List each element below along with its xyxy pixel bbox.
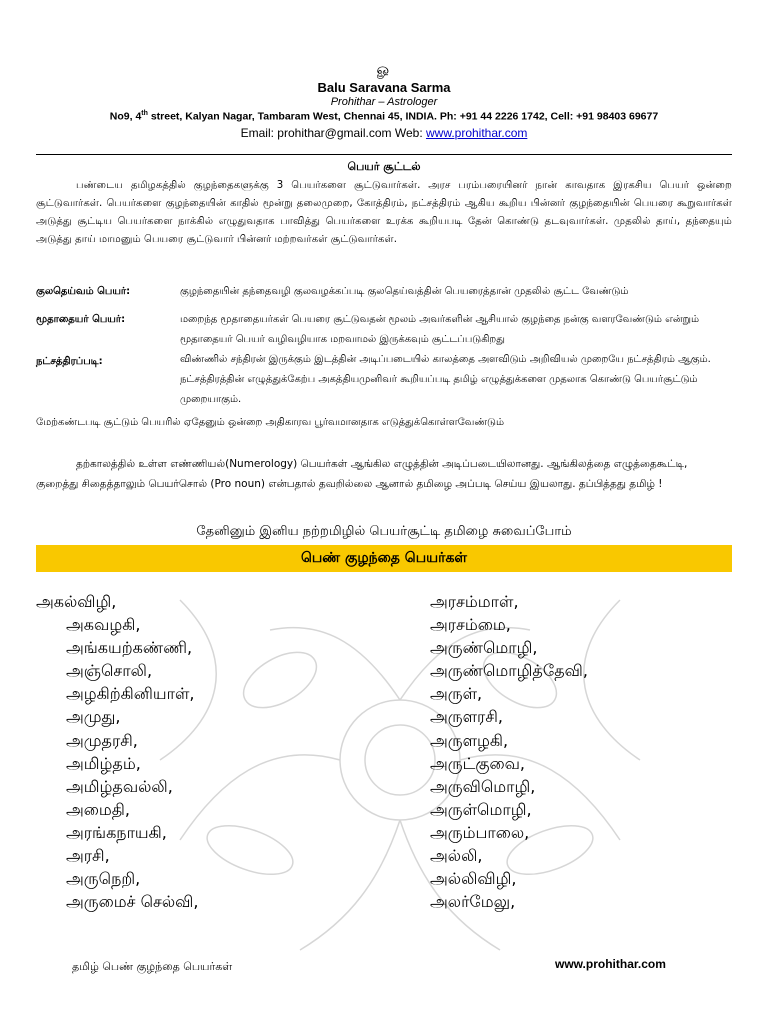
section-title: பெயர் சூட்டல் xyxy=(347,160,421,173)
name-item: அகவழகி, xyxy=(66,615,141,635)
footer-website: www.prohithar.com xyxy=(555,957,666,971)
definition-label-ancestors: மூதாதையர் பெயர்: xyxy=(36,314,126,325)
name-item: அருவிமொழி, xyxy=(430,776,536,796)
girl-names-banner: பெண் குழந்தை பெயர்கள் xyxy=(36,545,732,572)
address-line xyxy=(0,110,768,123)
name-item: அகல்விழி, xyxy=(36,592,117,611)
definition-label-kuladeivam: குலதெய்வம் பெயர்: xyxy=(36,286,131,297)
name-item: அருண்மொழி, xyxy=(430,638,538,658)
address-rest: street, Kalyan Nagar, Tambaram West, Chennai 45, INDIA. Ph: +91 44 2226 1742, Cell: +91 98403 69677 xyxy=(147,110,659,123)
name-item: அருண்மொழித்தேவி, xyxy=(430,661,588,681)
website-link[interactable]: www.prohithar.com xyxy=(425,126,528,140)
author-name: Balu Saravana Sarma xyxy=(317,80,451,95)
author-role: Prohithar – Astrologer xyxy=(330,96,438,108)
name-item: அல்லி, xyxy=(430,846,483,866)
address-prefix: No9, 4 xyxy=(109,110,142,123)
definition-text-kuladeivam: குழந்தையின் தந்தைவழி குலவழக்கப்படி குலதெய்வத்தின் பெயரைத்தான் முதலில் சூட்ட வேண்டும் xyxy=(180,286,629,297)
name-item: அலர்மேலு, xyxy=(430,892,516,912)
name-item: அரசம்மை, xyxy=(430,615,511,635)
name-item: அரசம்மாள், xyxy=(430,592,519,611)
om-symbol: ௐ xyxy=(376,60,392,78)
definition-text-star: விண்ணில் சந்திரன் இருக்கும் இடத்தின் அடிப்படையில் காலத்தை அளவிடும் அறிவியல் முறையே நட்சத்திரம் ஆகும். நட்சத்திரத்தின் எழுத்துக்கேற்ப அகத்தியமுனிவர் கூறியப்படி தமிழ் எழுத்துக்களை முதலாக கொண்டு பெயர்சூட்டும் முறையாகும். xyxy=(180,354,711,405)
note-text: மேற்கண்டபடி சூட்டும் பெயரில் ஏதேனும் ஒன்றை அதிகாரவ பூர்வமானதாக எடுத்துக்கொள்ளவேண்டும் xyxy=(36,417,505,428)
name-item: அங்கயற்கண்ணி, xyxy=(66,638,193,658)
name-item: அமிழ்தவல்லி, xyxy=(66,776,173,796)
name-item: அழகிற்கினியாள், xyxy=(66,684,195,704)
numerology-paragraph: தற்காலத்தில் உள்ள எண்ணியல்(Numerology) பெயர்கள் ஆங்கில எழுத்தின் அடிப்படையிலானது. ஆங்கிலத்தை எழுத்தைகூட்டி, குறைத்து சிதைத்தாலும் பெயர்சொல் (Pro noun) என்பதால் தவறில்லை ஆனால் தமிழை அப்படி செய்ய இயலாது. தப்பித்தது தமிழ் ! xyxy=(36,458,688,490)
contact-line xyxy=(0,126,768,140)
name-item: அமுது, xyxy=(66,707,121,727)
slogan: தேனினும் இனிய நற்றமிழில் பெயர்சூட்டி தமிழை சுவைப்போம் xyxy=(196,524,572,539)
name-item: அரங்கநாயகி, xyxy=(66,822,167,842)
name-item: அமுதரசி, xyxy=(66,730,138,750)
name-item: அஞ்சொலி, xyxy=(66,661,153,681)
footer-title: தமிழ் பெண் குழந்தை பெயர்கள் xyxy=(72,960,233,973)
name-item: அரசி, xyxy=(66,846,110,866)
name-item: அரும்பாலை, xyxy=(430,822,530,842)
email-text: Email: prohithar@gmail.com Web: xyxy=(240,126,426,140)
name-item: அருளழகி, xyxy=(430,730,509,750)
name-item: அருமைச் செல்வி, xyxy=(66,892,199,912)
name-item: அருட்குவை, xyxy=(430,753,526,773)
address-sup: th xyxy=(141,110,148,117)
intro-paragraph: பண்டைய தமிழகத்தில் குழந்தைகளுக்கு 3 பெயர்களை சூட்டுவார்கள். அரச பரம்பரையினர் நான் காவதாக இரகசிய பெயர் ஒன்றை சூட்டுவார்கள். பெயர்களை குழந்தையின் காதில் மூன்று தலைமுறை, கோத்திரம், நட்சத்திரம் ஆகிய கூறிய பின்னர் குழந்தையின் பெயரை கூறுவார்கள் அடுத்து சூட்டிய பெயர்களை நாக்கில் எழுதுவதாக பாவித்து பெயர்களை உரக்க கூறியபடி தேன் கொண்டு தடவுவார்கள். முதலில் தாய், தந்தையும் அடுத்து தாய் மாமனும் பெயரை சூட்டுவார் பின்னர் மற்றவர்கள் சூட்டுவார்கள். xyxy=(36,180,732,245)
definition-label-star: நட்சத்திரப்படி: xyxy=(36,356,103,367)
name-item: அருளரசி, xyxy=(430,707,503,727)
names-left-column xyxy=(36,590,356,913)
name-item: அருள்மொழி, xyxy=(430,799,532,819)
definition-text-ancestors: மறைந்த மூதாதையர்கள் பெயரை சூட்டுவதன் மூலம் அவர்களின் ஆசியால் குழந்தை நன்கு வளரவேண்டும் என்றும் மூதாதையர் பெயர் வழிவழியாக மறவாமல் இருக்கவும் சூட்டப்படுகிறது xyxy=(180,314,700,345)
header-divider xyxy=(36,154,732,155)
name-item: அருநெறி, xyxy=(66,869,141,889)
name-item: அல்லிவிழி, xyxy=(430,869,517,889)
name-item: அமைதி, xyxy=(66,799,130,819)
names-right-column xyxy=(430,590,730,913)
name-item: அமிழ்தம், xyxy=(66,753,141,773)
name-item: அருள், xyxy=(430,684,483,704)
